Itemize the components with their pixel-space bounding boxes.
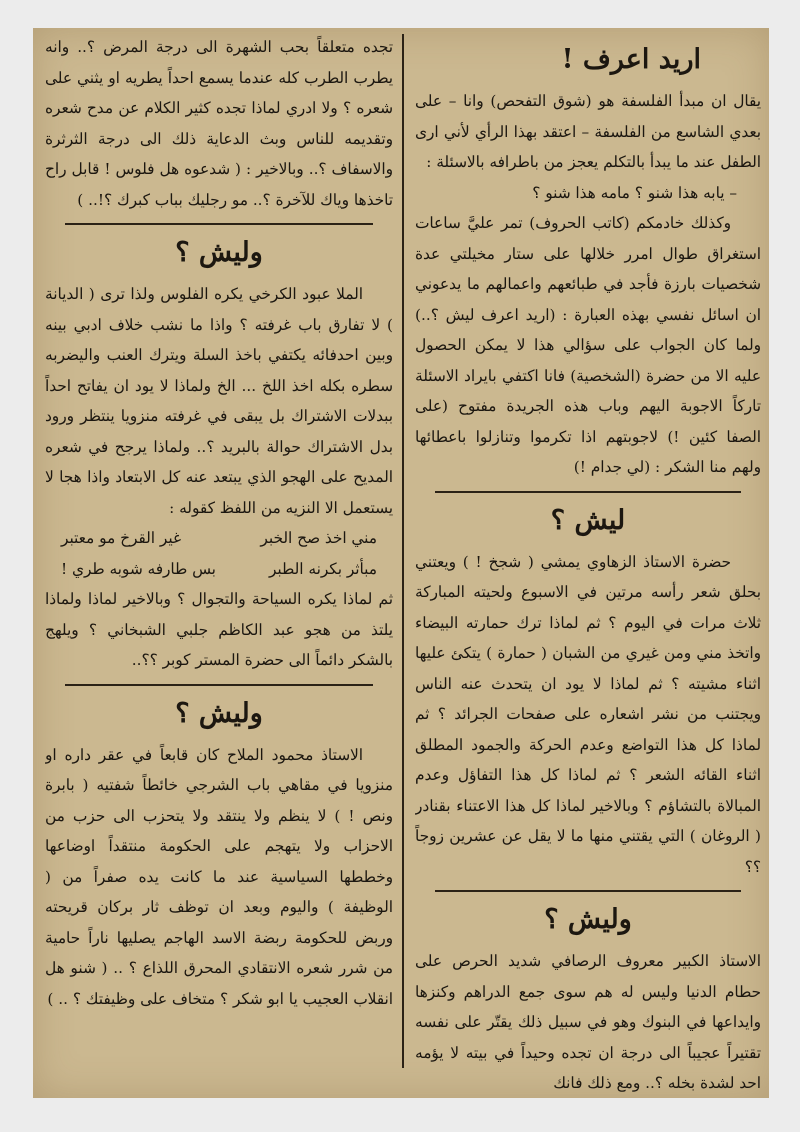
paragraph: الملا عبود الكرخي يكره الفلوس ولذا ترى ( الديانة ) لا تفارق باب غرفته ؟ واذا ما نشب خلاف ادبي بينه وبين احدفائه يكتفي باخذ السلة ويترك العنب واليضربه سطره بكله اخذ اللخ ... الخ ولماذا لا يود ان يفاتح احداً ببدلات الاشتراك بل يبقى في غرفته منزويا ينتظر ورود بدل الاشتراك حوالة بالبريد ؟.. ولماذا يرجح في شعره المديح على الهجو الذي يبتعد عنه كل الابتعاد واذا هجا لا يستعمل الا النزيه من اللفظ كقوله : <box>45 285 393 517</box>
verse-line <box>45 523 393 554</box>
paragraph: حضرة الاستاذ الزهاوي يمشي ( شجخ ! ) ويعتني بحلق شعر رأسه مرتين في الاسبوع ولحيته المباركة ثلاث مرات في اليوم ؟ ثم لماذا ترك حمارته البيضاء واتخذ مني ومن غيري من الشبان ( حمارة ) يتكئ عليها اثناء مشيته ؟ ثم لماذا لا يود ان يتحدث عنه الناس ويجتنب من نشر اشعاره على صفحات الجرائد ؟ ثم لماذا كل هذا التواضع وعدم الحركة والجمود المطلق اثناء القائه الشعر ؟ ثم لماذا كل هذا التفاؤل وعدم المبالاة بالتشاؤم ؟ وبالاخير لماذا كل هذا الاعتناء بقنادر ( الروغان ) التي يقتني منها ما لا يقل عن عشرين زوجاً ؟؟ <box>415 552 761 876</box>
section-heading: وليش ؟ <box>175 237 263 268</box>
verse-hemistich: مني اخذ صح الخبر <box>260 529 377 547</box>
verse-hemistich: بس طارفه شوبه طري ! <box>61 559 216 578</box>
paragraph: ثم لماذا يكره السياحة والتجوال ؟ وبالاخير لماذا ولماذا يلتذ من هجو عبد الكاظم جلبي الشبخاني ؟ ويلهج بالشكر دائماً الى حضرة المستر كوبر ؟؟.. <box>45 590 393 669</box>
paragraph: وكذلك خادمكم (كاتب الحروف) تمر عليَّ ساعات استغراق طوال امرر خلالها على ستار مخيلتي عدة شخصيات بارزة فأجد في طبائعهم واعمالهم ما يدعوني ان اسائل نفسي بهذه العبارة : (اريد اعرف ليش ؟..) ولما كان الجواب على سؤالي هذا لا يمكن الحصول عليه الا من حضرة (الشخصية) فانا اكتفي بايراد الاسئلة تاركاً الاجوبة اليهم وباب هذه الجريدة مفتوح (على الصفا كئين !) لاجوبتهم اذا تكرموا وتنازلوا باعطائها ولهم منا الشكر : (لي جدام !) <box>415 214 761 476</box>
verse-hemistich: غير القرخ مو معتبر <box>61 529 181 547</box>
section-heading: وليش ؟ <box>175 697 263 729</box>
paragraph: يقال ان مبدأ الفلسفة هو (شوق التفحص) وانا – على بعدي الشاسع من الفلسفة – اعتقد بهذا الرأي لأني ارى الطفل عند ما يبدأ بالتكلم يعجز من باطرافه بالاسئلة : <box>415 92 761 171</box>
section-rule <box>435 890 741 892</box>
verse-line <box>45 554 393 585</box>
right-column <box>415 28 763 1098</box>
section-rule <box>435 491 741 493</box>
section-heading: ليش ؟ <box>550 504 626 536</box>
verse-hemistich: مبأثر بكرنه الطبر <box>268 559 377 578</box>
newspaper-page <box>33 28 769 1098</box>
paragraph: الاستاذ محمود الملاح كان قابعاً في عقر داره او منزويا في مقاهي باب الشرجي خائطاً شفتيه ( بابرة ونص ! ) لا ينظم ولا ينتقد ولا يتحزب الى حزب من الاحزاب ولا يتهجم على الحكومة منتقداً اوضاعها وخططها السياسية عند ما كانت يده صفراً من ( الوظيفة ) واليوم وبعد ان توظف ثار بركان قريحته وربض للحكومة ربضة الاسد الهاجم يصليها ناراً حامية من شرر شعره الانتقادي المحرق اللذاع ؟ .. ( شنو هل انقلاب العجيب يا ابو شكر ؟ متخاف على وظيفتك ؟ .. ) <box>45 745 393 1008</box>
paragraph: تجده متعلقاً بحب الشهرة الى درجة المرض ؟.. وانه يطرب الطرب كله عندما يسمع احداً يطريه او يثني على شعره ؟ ولا ادري لماذا تجده كثير الكلام عن مدح شعره وتقديمه للناس وبث الدعاية ذلك الى درجة الثرثرة والاسفاف ؟.. وبالاخير : ( شدعوه هل فلوس ! قابل راح تاخذها وياك للآخرة ؟.. مو رجليك بباب كبرك ؟!.. ) <box>45 38 393 209</box>
section-rule <box>65 684 373 686</box>
section-rule <box>65 223 373 225</box>
left-column <box>45 28 393 1098</box>
paragraph: الاستاذ الكبير معروف الرصافي شديد الحرص على حطام الدنيا وليس له هم سوى جمع الدراهم وكنزها وايداعها في البنوك وهو في سبيل ذلك يقتّر على نفسه تقتيراً عجيباً الى درجة ان تجده وحيداً في بيته لا يؤمه احد لشدة بخله ؟.. ومع ذلك فانك <box>415 952 761 1092</box>
section-heading: وليش ؟ <box>544 904 632 935</box>
column-divider <box>402 34 404 1068</box>
quote-line: – يابه هذا شنو ؟ مامه هذا شنو ؟ <box>532 183 737 202</box>
main-heading: اريد اعرف ! <box>561 44 701 75</box>
